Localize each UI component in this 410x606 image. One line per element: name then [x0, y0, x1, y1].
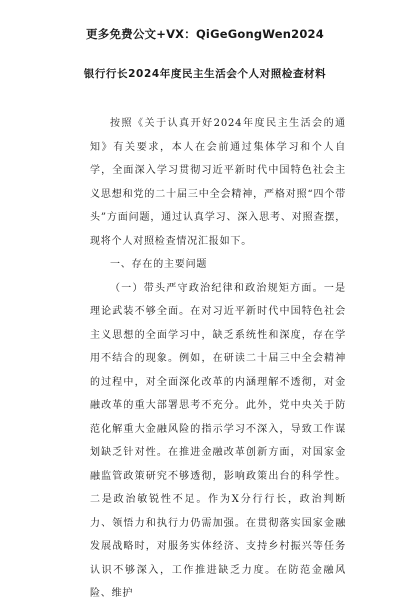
intro-paragraph: 按照《关于认真开好2024年度民主生活会的通知》有关要求，本人在会前通过集体学习和个人自学，全面深入学习贯彻习近平新时代中国特色社会主义思想和党的二十届三中全会精神，严格对照“四个带头”方面问题，通过认真学习、深入思考、对照查摆，现将个人对照检查情况汇报如下。 — [90, 118, 346, 247]
section-paragraph: （一）带头严守政治纪律和政治规矩方面。一是理论武装不够全面。在对习近平新时代中国特色社会主义思想的全面学习中，缺乏系统性和深度，存在学用不结合的现象。例如，在研读二十届三中全会精神的过程中，对全面深化改革的内涵理解不透彻，对金融改革的重大部署思考不充分。此外，党中央关于防范化解重大金融风险的指示学习不深入，导致工作谋划缺乏针对性。在推进金融改革创新方面，对国家金融监管政策研究不够透彻，影响政策出台的科学性。二是政治敏锐性不足。作为X分行行长，政治判断力、领悟力和执行力仍需加强。在贯彻落实国家金融发展战略时，对服务实体经济、支持乡村振兴等任务认识不够深入，工作推进缺乏力度。在防范金融风险、维护 — [90, 282, 346, 599]
watermark-header: 更多免费公文+VX：QiGeGongWen2024 — [86, 27, 324, 41]
document-body — [90, 112, 346, 606]
section-heading: 一、存在的主要问题 — [110, 259, 208, 270]
document-title: 银行行长2024年度民主生活会个人对照检查材料 — [83, 68, 327, 80]
